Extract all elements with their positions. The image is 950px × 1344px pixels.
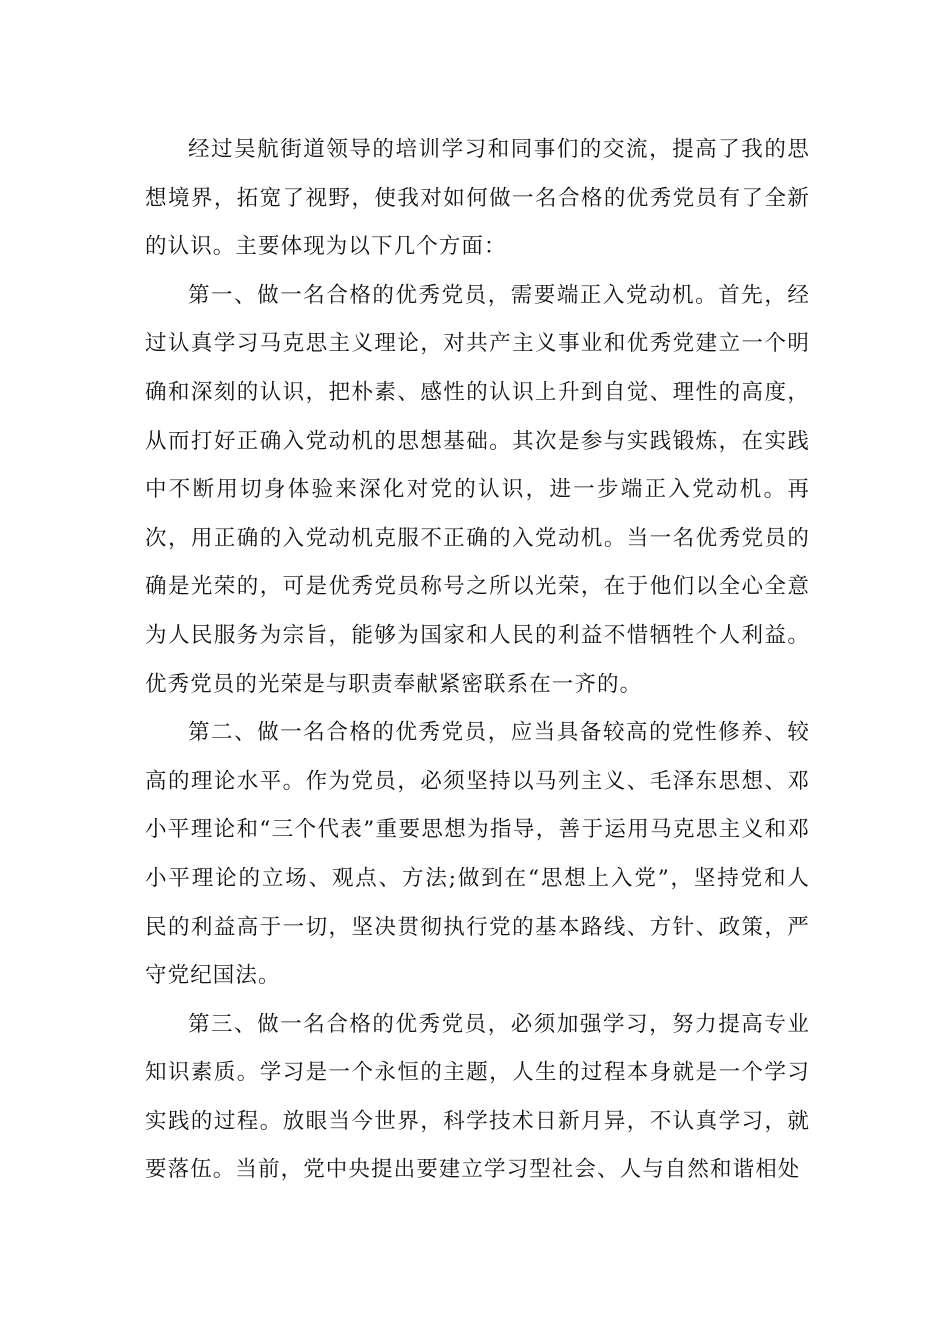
paragraph-second-point: 第二、做一名合格的优秀党员，应当具备较高的党性修养、较高的理论水平。作为党员，必须坚持以马列主义、毛泽东思想、邓小平理论和“三个代表”重要思想为指导，善于运用马克思主义和邓小平理论的立场、观点、方法;做到在“思想上入党”，坚持党和人民的利益高于一切，坚决贯彻执行党的基本路线、方针、政策，严守党纪国法。 — [145, 720, 810, 989]
paragraph-intro: 经过吴航街道领导的培训学习和同事们的交流，提高了我的思想境界，拓宽了视野，使我对如何做一名合格的优秀党员有了全新的认识。主要体现为以下几个方面： — [145, 137, 810, 260]
paragraph-third-point: 第三、做一名合格的优秀党员，必须加强学习，努力提高专业知识素质。学习是一个永恒的主题，人生的过程本身就是一个学习实践的过程。放眼当今世界，科学技术日新月异，不认真学习，就要落伍。当前，党中央提出要建立学习型社会、人与自然和谐相处 — [145, 1011, 810, 1183]
document-body — [145, 126, 810, 1195]
paragraph-first-point: 第一、做一名合格的优秀党员，需要端正入党动机。首先，经过认真学习马克思主义理论，对共产主义事业和优秀党建立一个明确和深刻的认识，把朴素、感性的认识上升到自觉、理性的高度，从而打好正确入党动机的思想基础。其次是参与实践锻炼，在实践中不断用切身体验来深化对党的认识，进一步端正入党动机。再次，用正确的入党动机克服不正确的入党动机。当一名优秀党员的确是光荣的，可是优秀党员称号之所以光荣，在于他们以全心全意为人民服务为宗旨，能够为国家和人民的利益不惜牺牲个人利益。优秀党员的光荣是与职责奉献紧密联系在一齐的。 — [145, 282, 810, 697]
